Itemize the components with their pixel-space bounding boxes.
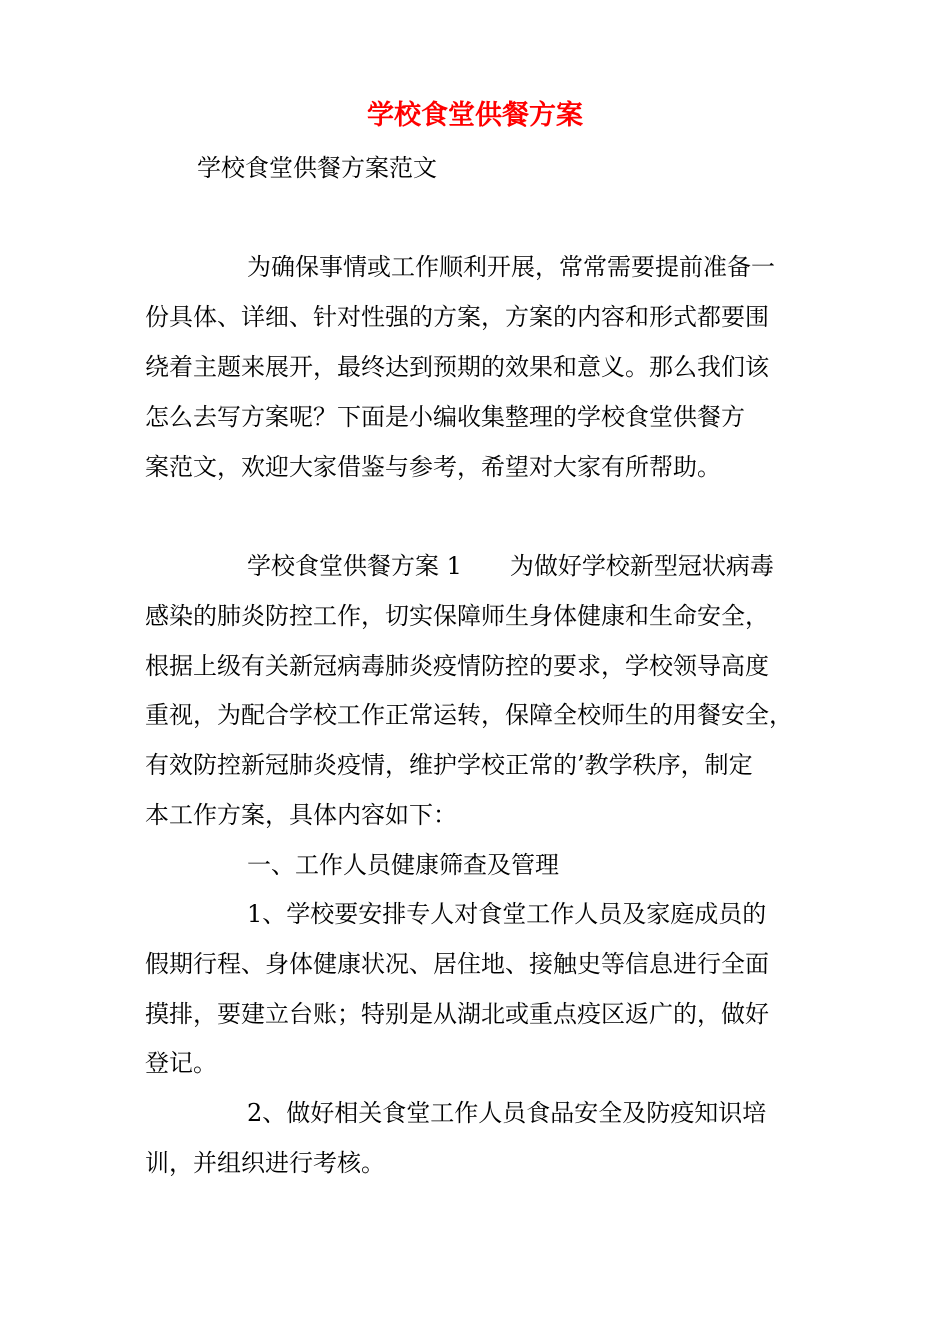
paragraph-line: 感染的肺炎防控工作，切实保障师生身体健康和生命安全， xyxy=(145,602,769,630)
paragraph-line: 绕着主题来展开，最终达到预期的效果和意义。那么我们该 xyxy=(145,353,769,381)
paragraph-line: 1、学校要安排专人对食堂工作人员及家庭成员的 xyxy=(247,900,767,928)
paragraph-line: 为确保事情或工作顺利开展，常常需要提前准备一 xyxy=(247,253,775,281)
paragraph-line: 份具体、详细、针对性强的方案，方案的内容和形式都要围 xyxy=(145,303,769,331)
paragraph-line: 训，并组织进行考核。 xyxy=(145,1149,385,1177)
paragraph-line: 有效防控新冠肺炎疫情，维护学校正常的’教学秩序，制定 xyxy=(145,751,753,779)
paragraph-line: 根据上级有关新冠病毒肺炎疫情防控的要求，学校领导高度 xyxy=(145,652,769,680)
section-heading: 一、工作人员健康筛查及管理 xyxy=(247,851,559,879)
paragraph-line: 本工作方案，具体内容如下： xyxy=(145,801,457,829)
paragraph-line: 怎么去写方案呢？下面是小编收集整理的学校食堂供餐方 xyxy=(145,403,745,431)
paragraph-line: 登记。 xyxy=(145,1049,217,1077)
paragraph-line: 案范文，欢迎大家借鉴与参考，希望对大家有所帮助。 xyxy=(145,453,721,481)
paragraph-line: 重视，为配合学校工作正常运转，保障全校师生的用餐安全， xyxy=(145,701,793,729)
paragraph-line: 学校食堂供餐方案 1 为做好学校新型冠状病毒 xyxy=(247,552,774,580)
paragraph-line: 2、做好相关食堂工作人员食品安全及防疫知识培 xyxy=(247,1099,767,1127)
page-title: 学校食堂供餐方案 xyxy=(367,100,583,131)
document-subtitle: 学校食堂供餐方案范文 xyxy=(197,154,437,182)
paragraph-line: 摸排，要建立台账；特别是从湖北或重点疫区返广的，做好 xyxy=(145,1000,769,1028)
paragraph-line: 假期行程、身体健康状况、居住地、接触史等信息进行全面 xyxy=(145,950,769,978)
